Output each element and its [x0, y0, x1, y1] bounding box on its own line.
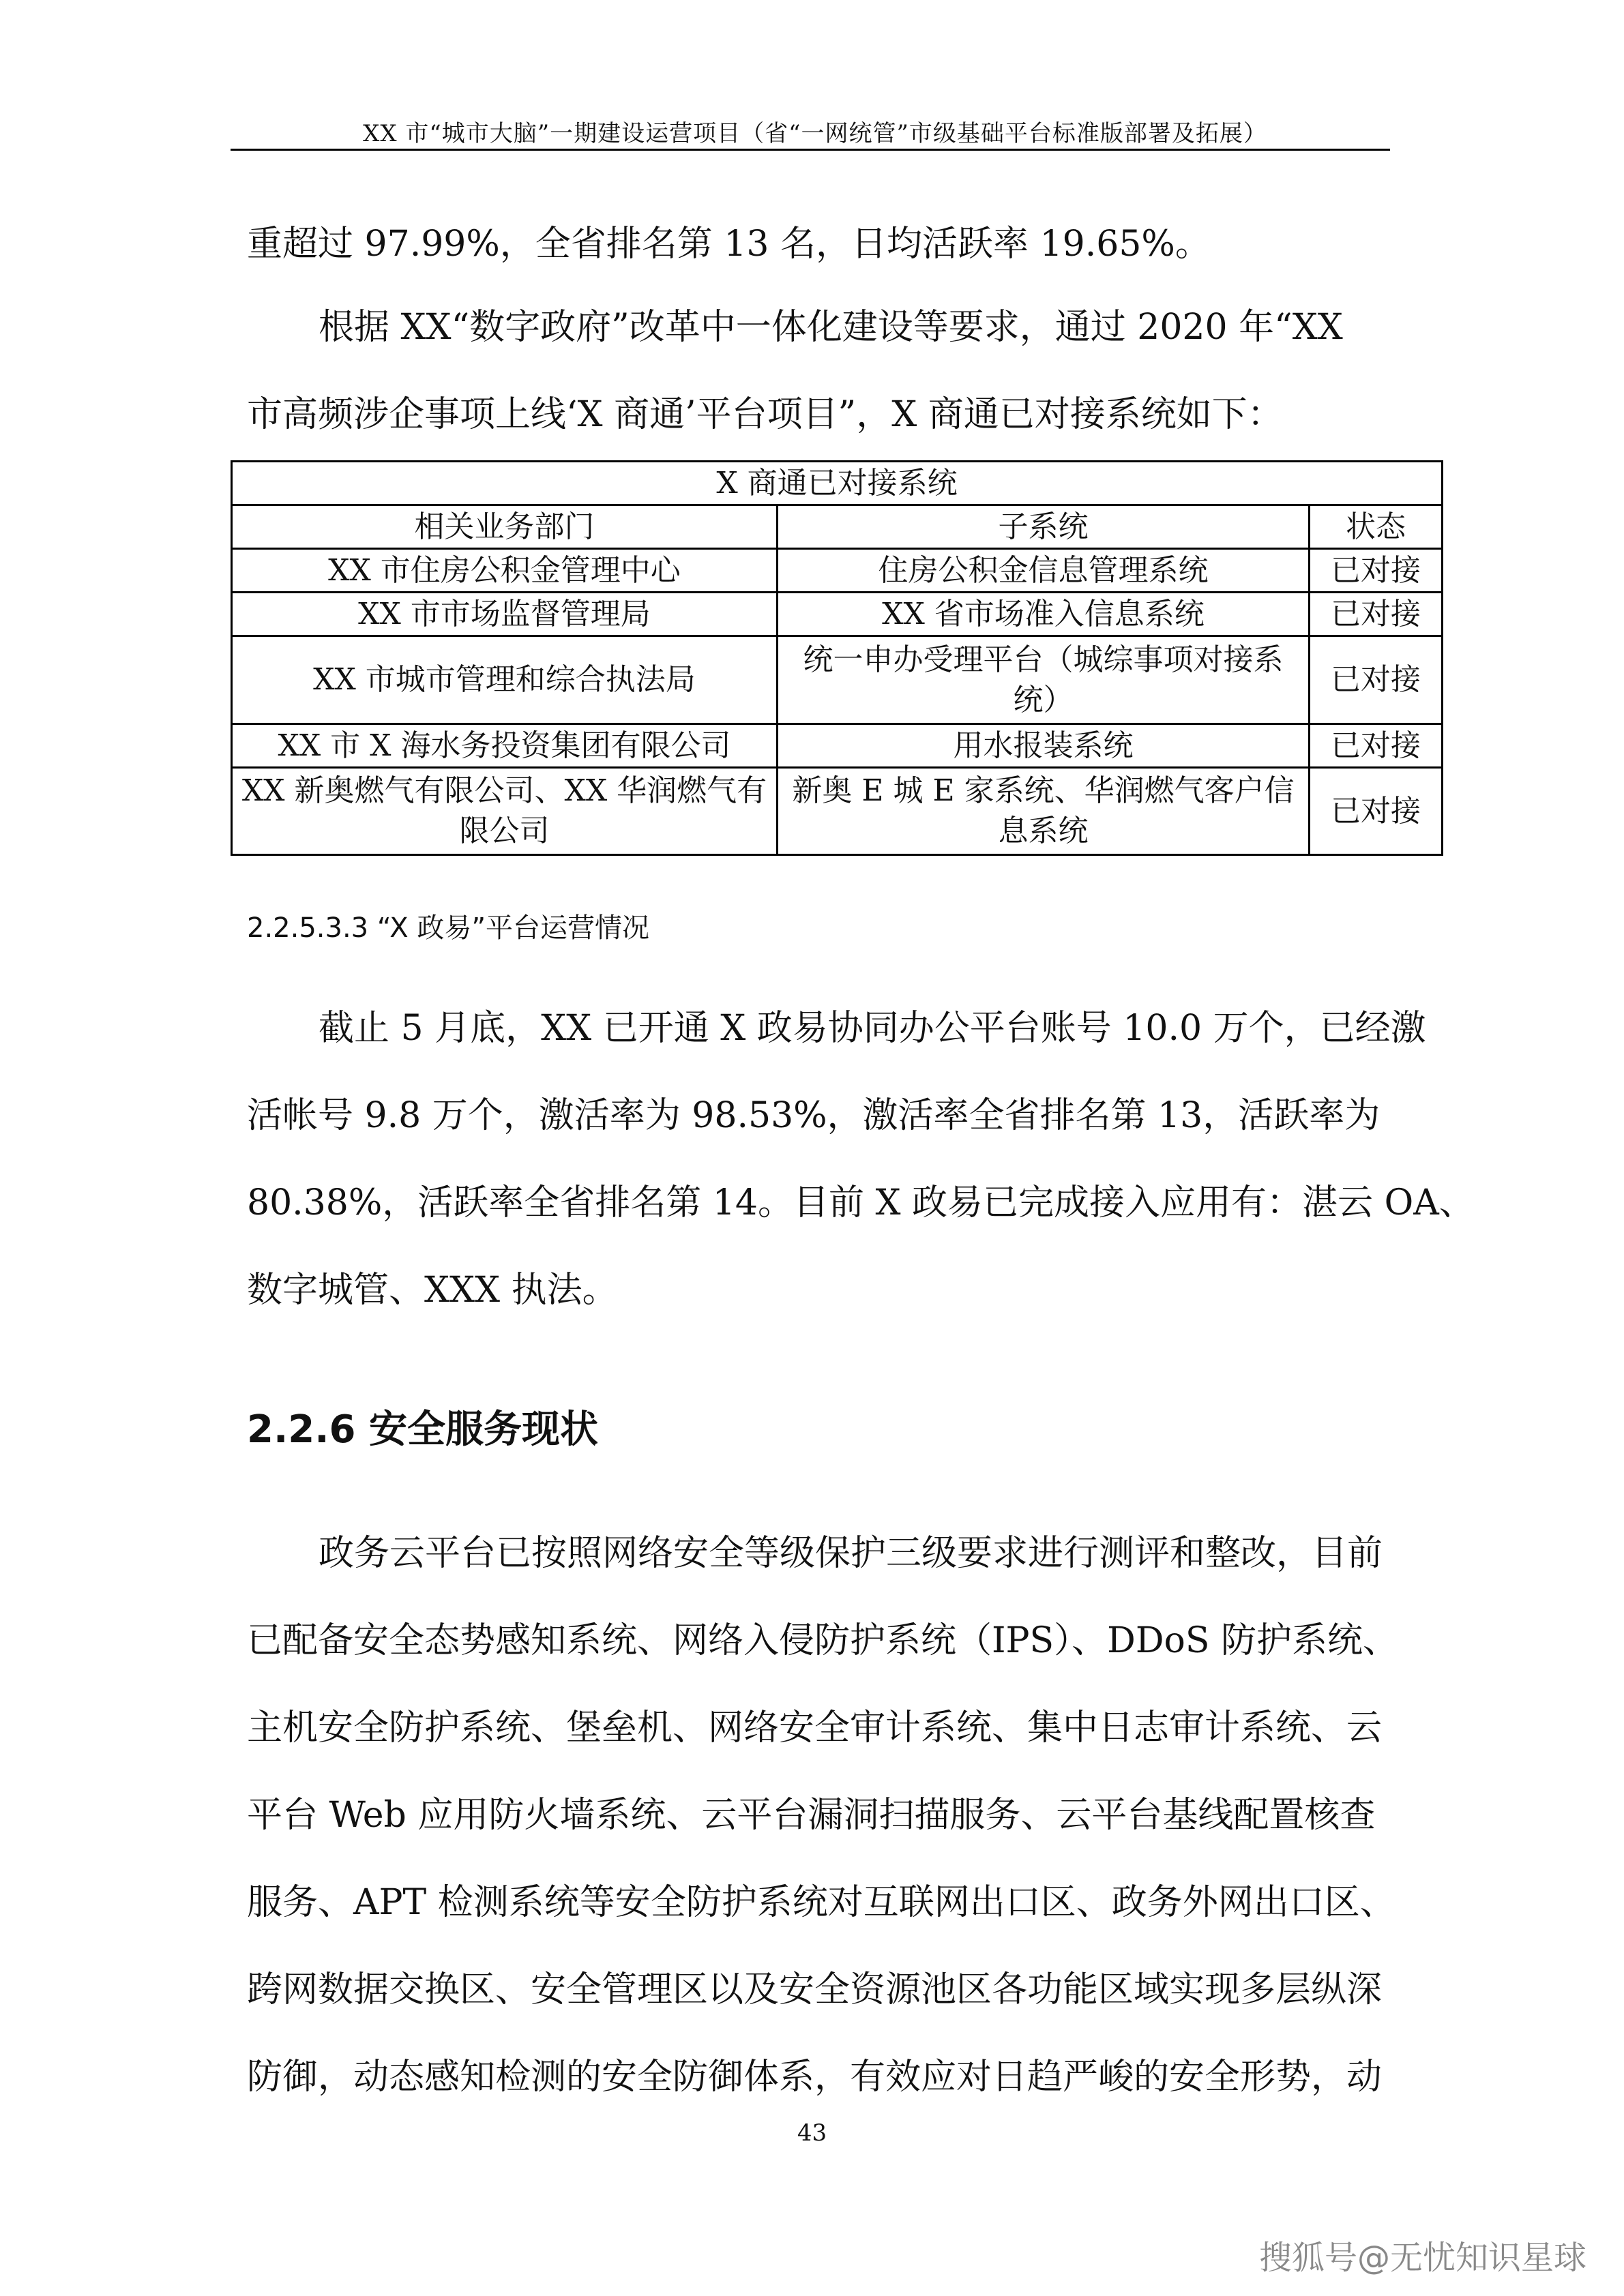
table-cell-status: 已对接: [1310, 767, 1443, 854]
table-cell-system: 新奥 E 城 E 家系统、华润燃气客户信息系统: [778, 767, 1310, 854]
table-cell-system: 统一申办受理平台（城综事项对接系统）: [778, 636, 1310, 724]
paragraph-4-line-1: 政务云平台已按照网络安全等级保护三级要求进行测评和整改，目前: [319, 1533, 1383, 1574]
paragraph-4-line-4: 平台 Web 应用防火墙系统、云平台漏洞扫描服务、云平台基线配置核查: [247, 1795, 1376, 1836]
table-row: [232, 549, 1443, 593]
running-header: XX 市“城市大脑”一期建设运营项目（省“一网统管”市级基础平台标准版部署及拓展）: [363, 120, 1267, 147]
table-cell-dept: XX 市城市管理和综合执法局: [232, 636, 778, 724]
header-divider: [231, 149, 1390, 151]
table-cell-dept: XX 市市场监督管理局: [232, 593, 778, 636]
source-watermark: 搜狐号@无忧知识星球: [1258, 2239, 1586, 2277]
paragraph-4-line-6: 跨网数据交换区、安全管理区以及安全资源池区各功能区域实现多层纵深: [247, 1969, 1383, 2010]
paragraph-3-line-3: 80.38%，活跃率全省排名第 14。目前 X 政易已完成接入应用有：湛云 OA、: [247, 1182, 1475, 1223]
table-cell-system: 住房公积金信息管理系统: [778, 549, 1310, 593]
connected-systems-table: [231, 460, 1443, 856]
paragraph-2-line-1: 根据 XX“数字政府”改革中一体化建设等要求，通过 2020 年“XX: [319, 307, 1343, 348]
table-cell-status: 已对接: [1310, 593, 1443, 636]
table-header-system: 子系统: [778, 505, 1310, 549]
table-row: [232, 724, 1443, 767]
table-cell-dept: XX 新奥燃气有限公司、XX 华润燃气有限公司: [232, 767, 778, 854]
table-caption: X 商通已对接系统: [232, 462, 1443, 505]
paragraph-2-line-2: 市高频涉企事项上线‘X 商通’平台项目”，X 商通已对接系统如下：: [247, 394, 1283, 435]
table-row: [232, 636, 1443, 724]
table-cell-status: 已对接: [1310, 549, 1443, 593]
table-header-dept: 相关业务部门: [232, 505, 778, 549]
table-cell-dept: XX 市 X 海水务投资集团有限公司: [232, 724, 778, 767]
table-cell-system: 用水报装系统: [778, 724, 1310, 767]
paragraph-4-line-7: 防御，动态感知检测的安全防御体系，有效应对日趋严峻的安全形势，动: [247, 2057, 1383, 2098]
paragraph-1-line-1: 重超过 97.99%，全省排名第 13 名，日均活跃率 19.65%。: [247, 224, 1211, 265]
paragraph-4-line-5: 服务、APT 检测系统等安全防护系统对互联网出口区、政务外网出口区、: [247, 1882, 1396, 1923]
table-cell-status: 已对接: [1310, 636, 1443, 724]
paragraph-3-line-1: 截止 5 月底，XX 已开通 X 政易协同办公平台账号 10.0 万个，已经激: [319, 1008, 1426, 1049]
paragraph-3-line-2: 活帐号 9.8 万个，激活率为 98.53%，激活率全省排名第 13，活跃率为: [247, 1095, 1381, 1136]
table-cell-status: 已对接: [1310, 724, 1443, 767]
paragraph-3-line-4: 数字城管、XXX 执法。: [247, 1270, 618, 1311]
table-cell-system: XX 省市场准入信息系统: [778, 593, 1310, 636]
table-cell-dept: XX 市住房公积金管理中心: [232, 549, 778, 593]
table-row: [232, 593, 1443, 636]
paragraph-4-line-3: 主机安全防护系统、堡垒机、网络安全审计系统、集中日志审计系统、云: [247, 1708, 1383, 1748]
table-row: [232, 767, 1443, 854]
page-number: 43: [797, 2119, 827, 2147]
table-header-status: 状态: [1310, 505, 1443, 549]
subsection-heading: 2.2.5.3.3 “X 政易”平台运营情况: [247, 912, 650, 944]
paragraph-4-line-2: 已配备安全态势感知系统、网络入侵防护系统（IPS）、DDoS 防护系统、: [247, 1620, 1398, 1661]
section-heading: 2.2.6 安全服务现状: [247, 1407, 598, 1452]
